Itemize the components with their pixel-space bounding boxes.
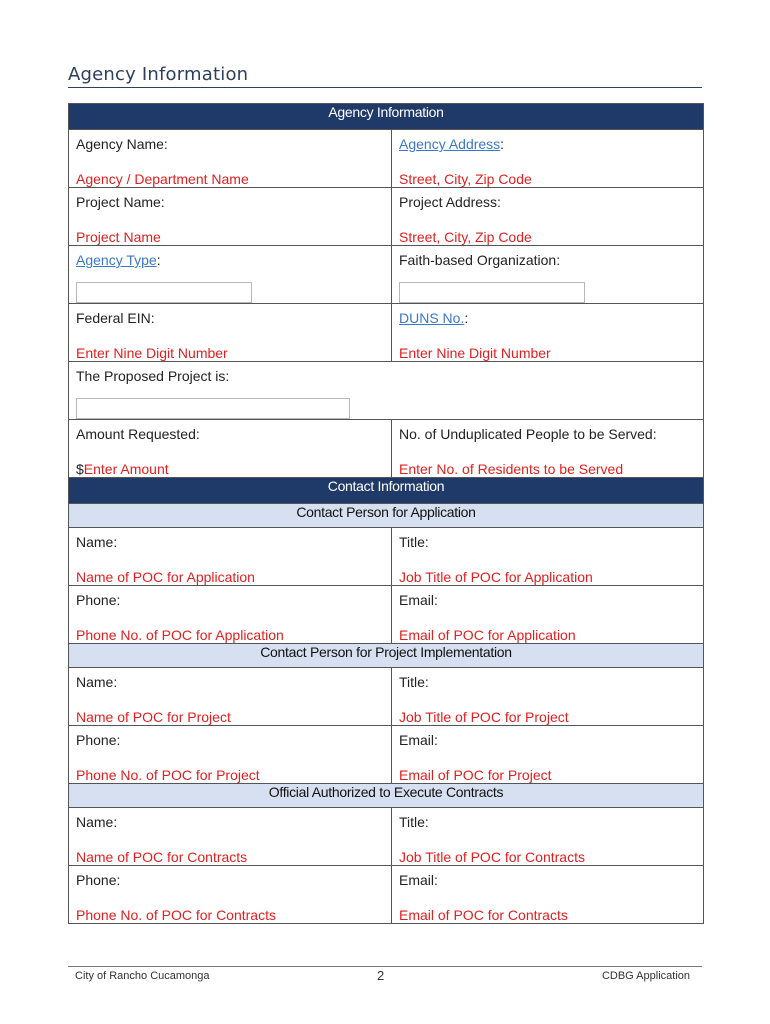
impl-email-field[interactable]: Email of POC for Project (399, 767, 552, 783)
agency-address-field[interactable]: Street, City, Zip Code (399, 171, 532, 187)
agency-type-colon: : (156, 252, 161, 268)
official-name-label: Name: (76, 814, 118, 830)
agency-name-field[interactable]: Agency / Department Name (76, 171, 249, 187)
federal-ein-label: Federal EIN: (76, 310, 155, 326)
app-email-field[interactable]: Email of POC for Application (399, 627, 576, 643)
official-phone-label: Phone: (76, 872, 121, 888)
project-address-field[interactable]: Street, City, Zip Code (399, 229, 532, 245)
impl-phone-field[interactable]: Phone No. of POC for Project (76, 767, 260, 783)
project-name-field[interactable]: Project Name (76, 229, 161, 245)
official-title-field[interactable]: Job Title of POC for Contracts (399, 849, 585, 865)
footer-left: City of Rancho Cucamonga (75, 970, 210, 982)
duns-field[interactable]: Enter Nine Digit Number (399, 345, 551, 361)
footer-right: CDBG Application (601, 970, 690, 982)
proposed-project-select[interactable] (76, 398, 350, 419)
agency-name-label: Agency Name: (76, 136, 168, 152)
faith-based-select[interactable] (399, 282, 585, 303)
app-title-field[interactable]: Job Title of POC for Application (399, 569, 593, 585)
app-phone-label: Phone: (76, 592, 121, 608)
agency-address-link[interactable]: Agency Address (399, 136, 501, 152)
contact-header: Contact Information (69, 478, 704, 504)
app-email-label: Email: (399, 592, 438, 608)
impl-email-label: Email: (399, 732, 438, 748)
project-address-label: Project Address: (399, 194, 501, 210)
duns-colon: : (464, 310, 469, 326)
implementation-contact-subheader: Contact Person for Project Implementation (69, 644, 704, 668)
impl-name-label: Name: (76, 674, 118, 690)
amount-requested-label: Amount Requested: (76, 426, 200, 442)
contact-header-row (69, 478, 704, 504)
app-name-label: Name: (76, 534, 118, 550)
app-title-label: Title: (399, 534, 429, 550)
page-title: Agency Information (68, 64, 249, 85)
amount-field[interactable]: Enter Amount (83, 461, 169, 477)
duns-link[interactable]: DUNS No. (399, 310, 465, 326)
agency-type-link[interactable]: Agency Type (76, 252, 157, 268)
official-title-label: Title: (399, 814, 429, 830)
official-name-field[interactable]: Name of POC for Contracts (76, 849, 248, 865)
impl-title-label: Title: (399, 674, 429, 690)
proposed-project-label: The Proposed Project is: (76, 368, 230, 384)
official-email-field[interactable]: Email of POC for Contracts (399, 907, 568, 923)
impl-title-field[interactable]: Job Title of POC for Project (399, 709, 569, 725)
amount-prefix: $ (76, 461, 84, 477)
app-phone-field[interactable]: Phone No. of POC for Application (76, 627, 284, 643)
app-name-field[interactable]: Name of POC for Application (76, 569, 255, 585)
agency-form-table (68, 103, 704, 924)
federal-ein-field[interactable]: Enter Nine Digit Number (76, 345, 228, 361)
faith-based-label: Faith-based Organization: (399, 252, 561, 268)
people-served-field[interactable]: Enter No. of Residents to be Served (399, 461, 624, 477)
project-name-label: Project Name: (76, 194, 165, 210)
agency-header: Agency Information (69, 104, 704, 130)
application-contact-subheader: Contact Person for Application (69, 504, 704, 528)
footer-rule (68, 966, 702, 967)
people-served-label: No. of Unduplicated People to be Served: (399, 426, 657, 442)
impl-phone-label: Phone: (76, 732, 121, 748)
official-contact-subheader: Official Authorized to Execute Contracts (69, 784, 704, 808)
page-number: 2 (377, 968, 385, 983)
official-phone-field[interactable]: Phone No. of POC for Contracts (76, 907, 276, 923)
agency-address-colon: : (500, 136, 505, 152)
agency-type-select[interactable] (76, 282, 252, 303)
impl-name-field[interactable]: Name of POC for Project (76, 709, 231, 725)
title-rule (68, 87, 702, 88)
agency-header-row (69, 104, 704, 130)
official-email-label: Email: (399, 872, 438, 888)
